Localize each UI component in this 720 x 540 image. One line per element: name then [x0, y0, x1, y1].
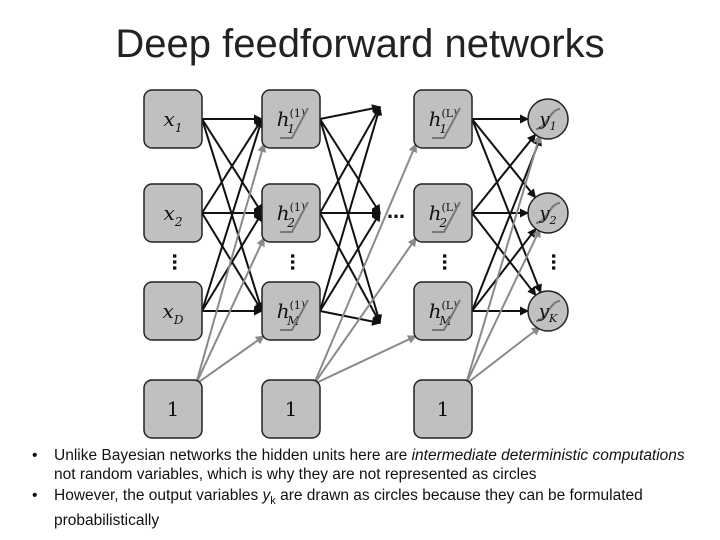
- bias-label: 1: [436, 397, 450, 421]
- node-label: $h^{(L)}$ 1: [428, 107, 458, 136]
- bullet-text: k: [270, 495, 276, 508]
- nodes-layer: [144, 90, 568, 438]
- output-label: $y_2$: [539, 203, 557, 227]
- ellipsis-icon: …: [438, 253, 459, 271]
- bias-label: 1: [166, 397, 180, 421]
- bias-node: [144, 380, 202, 438]
- node-label: $x_2$: [163, 201, 183, 229]
- ellipsis-icon: …: [168, 253, 189, 271]
- edge-bias: [314, 238, 416, 384]
- bullet-item: [30, 446, 710, 484]
- output-node: [528, 193, 568, 233]
- hidden-layer1-node: [262, 282, 320, 340]
- edge-bias: [196, 144, 264, 384]
- node-label: $h^{(1)}$ 1: [276, 107, 306, 136]
- bullet-text: y: [262, 487, 271, 504]
- input-node: [144, 184, 202, 242]
- edge-hidden1-hiddenL: [320, 107, 380, 311]
- hidden-layer1-node: [262, 90, 320, 148]
- node-label: $h^{(L)}$ 2: [428, 201, 458, 230]
- edge-bias: [466, 327, 540, 384]
- bullet-text: However, the output variables: [54, 487, 263, 504]
- bullet-list: [30, 446, 710, 532]
- edge-bias: [314, 336, 416, 384]
- slide-title: Deep feedforward networks: [115, 22, 605, 66]
- node-label: $x_D$: [162, 299, 184, 327]
- edge-bias: [466, 135, 540, 384]
- edge-hidden1-hiddenL: [320, 119, 380, 323]
- output-label: $y_K$: [538, 301, 558, 325]
- node-label: $h^{(1)}$ M: [276, 299, 306, 328]
- ellipsis-icon: …: [286, 253, 307, 271]
- bullet-text: intermediate deterministic computations: [411, 447, 685, 464]
- edge-hiddenL-output: [472, 229, 536, 311]
- hidden-layerL-node: [414, 184, 472, 242]
- output-node: [528, 291, 568, 331]
- bullet-item: [30, 486, 710, 530]
- output-label: $y_1$: [539, 109, 557, 133]
- node-label: $h^{(1)}$ 2: [276, 201, 306, 230]
- hidden-layerL-node: [414, 90, 472, 148]
- output-node: [528, 99, 568, 139]
- edge-bias: [314, 144, 416, 384]
- input-node: [144, 90, 202, 148]
- bullet-text: Unlike Bayesian networks the hidden units here are: [54, 447, 412, 464]
- edge-hidden1-hiddenL: [320, 107, 380, 119]
- input-node: [144, 282, 202, 340]
- hidden-layerL-node: [414, 282, 472, 340]
- node-label: $x_1$: [163, 107, 183, 135]
- ellipsis-icon: …: [547, 253, 568, 271]
- edge-hidden1-hiddenL: [320, 311, 380, 323]
- bias-node: [262, 380, 320, 438]
- bullet-text: are drawn as circles because they can be formulated probabilistically: [54, 487, 643, 530]
- hidden-layer1-node: [262, 184, 320, 242]
- bullet-text: not random variables, which is why they are not represented as circles: [54, 466, 537, 483]
- node-label: $h^{(L)}$ M: [428, 299, 458, 328]
- edges-layer: [196, 107, 541, 384]
- ellipsis-icon: …: [387, 202, 405, 223]
- edge-hiddenL-output: [472, 138, 541, 311]
- bias-node: [414, 380, 472, 438]
- bias-label: 1: [284, 397, 298, 421]
